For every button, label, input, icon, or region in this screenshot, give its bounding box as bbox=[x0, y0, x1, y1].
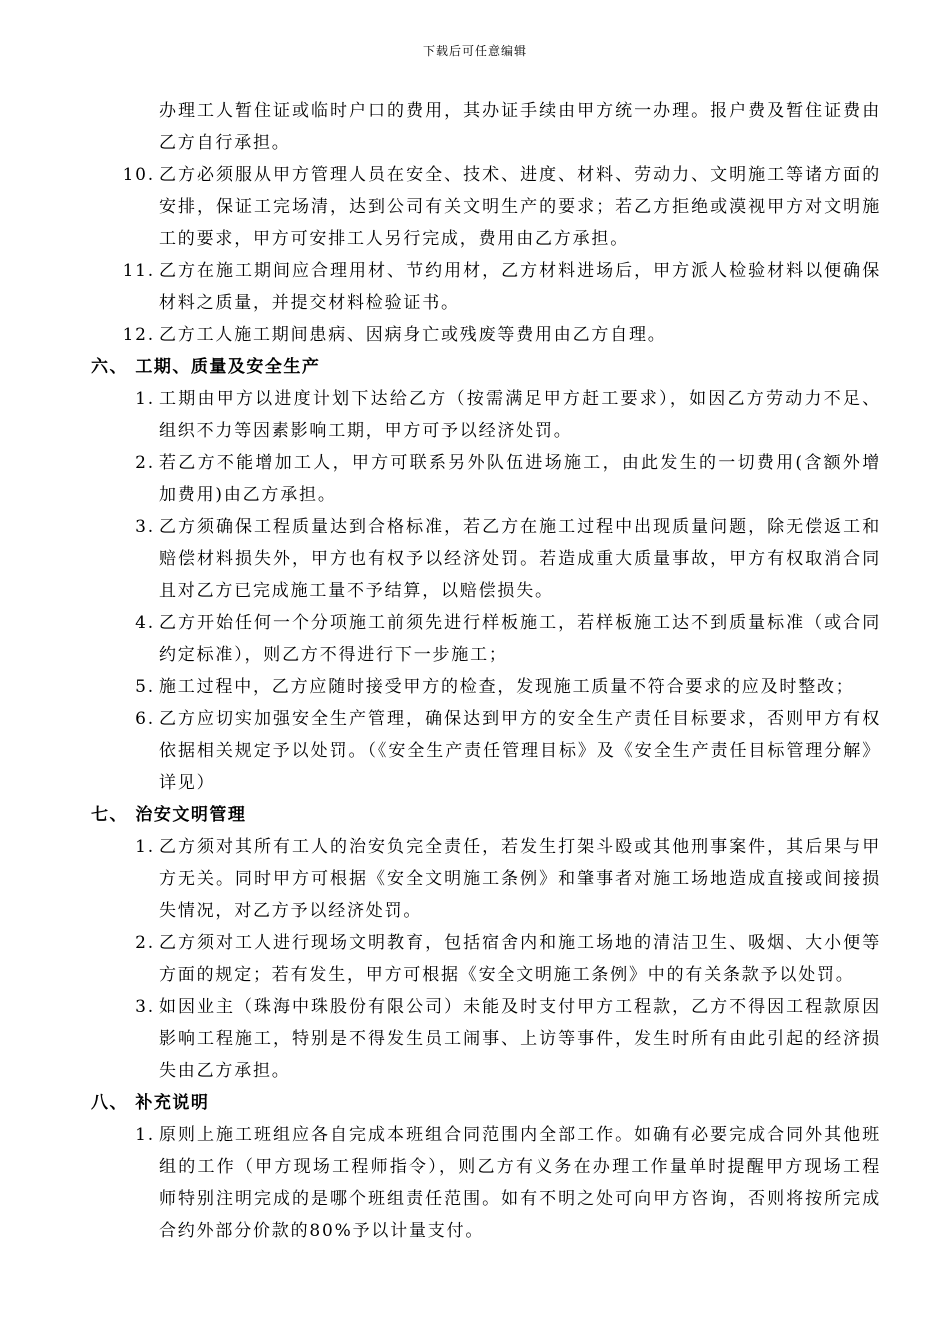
item-text: 施工过程中，乙方应随时接受甲方的检查，发现施工质量不符合要求的应及时整改； bbox=[159, 677, 855, 697]
list-item bbox=[91, 671, 881, 703]
intro-continuation: 办理工人暂住证或临时户口的费用，其办证手续由甲方统一办理。报户费及暂住证费由乙方自行承担。 bbox=[159, 101, 881, 153]
item-number: 1. bbox=[135, 389, 155, 409]
list-item bbox=[91, 927, 881, 991]
list-item bbox=[91, 1119, 881, 1247]
list-item bbox=[91, 383, 881, 447]
list-item bbox=[91, 511, 881, 607]
item-text: 工期由甲方以进度计划下达给乙方（按需满足甲方赶工要求），如因乙方劳动力不足、组织不力等因素影响工期，甲方可予以经济处罚。 bbox=[159, 389, 881, 441]
item-number: 2. bbox=[135, 453, 155, 473]
item-text: 若乙方不能增加工人，甲方可联系另外队伍进场施工，由此发生的一切费用(含额外增加费用)由乙方承担。 bbox=[159, 453, 881, 505]
item-text: 乙方须对工人进行现场文明教育，包括宿舍内和施工场地的清洁卫生、吸烟、大小便等方面的规定；若有发生，甲方可根据《安全文明施工条例》中的有关条款予以处罚。 bbox=[159, 933, 881, 985]
list-item bbox=[91, 255, 881, 319]
section-heading: 六、 工期、质量及安全生产 bbox=[91, 357, 321, 377]
item-text: 乙方必须服从甲方管理人员在安全、技术、进度、材料、劳动力、文明施工等诸方面的安排，保证工完场清，达到公司有关文明生产的要求；若乙方拒绝或漠视甲方对文明施工的要求，甲方可安排工人另行完成，费用由乙方承担。 bbox=[159, 165, 881, 249]
item-number: 1. bbox=[135, 837, 155, 857]
item-number: 12. bbox=[122, 325, 155, 345]
list-item bbox=[91, 607, 881, 671]
item-number: 3. bbox=[135, 997, 155, 1017]
item-number: 1. bbox=[135, 1125, 155, 1145]
item-number: 2. bbox=[135, 933, 155, 953]
list-item bbox=[91, 703, 881, 799]
document-body bbox=[91, 95, 881, 1247]
item-number: 11. bbox=[122, 261, 155, 281]
item-text: 如因业主（珠海中珠股份有限公司）未能及时支付甲方工程款，乙方不得因工程款原因影响工程施工，特别是不得发生员工闹事、上访等事件，发生时所有由此引起的经济损失由乙方承担。 bbox=[159, 997, 881, 1081]
item-number: 4. bbox=[135, 613, 155, 633]
item-number: 3. bbox=[135, 517, 155, 537]
page-header: 下载后可任意编辑 bbox=[422, 44, 527, 58]
item-text: 乙方应切实加强安全生产管理，确保达到甲方的安全生产责任目标要求，否则甲方有权依据相关规定予以处罚。（《安全生产责任管理目标》及《安全生产责任目标管理分解》详见） bbox=[159, 709, 881, 793]
list-item bbox=[91, 831, 881, 927]
list-item bbox=[91, 991, 881, 1087]
item-number: 5. bbox=[135, 677, 155, 697]
item-number: 10. bbox=[122, 165, 155, 185]
list-item bbox=[91, 319, 881, 351]
section-heading: 八、 补充说明 bbox=[91, 1093, 210, 1113]
item-text: 乙方工人施工期间患病、因病身亡或残废等费用由乙方自理。 bbox=[159, 325, 667, 345]
item-text: 乙方须对其所有工人的治安负完全责任，若发生打架斗殴或其他刑事案件，其后果与甲方无关。同时甲方可根据《安全文明施工条例》和肇事者对施工场地造成直接或间接损失情况，对乙方予以经济处罚。 bbox=[159, 837, 881, 921]
item-text: 乙方开始任何一个分项施工前须先进行样板施工，若样板施工达不到质量标准（或合同约定标准），则乙方不得进行下一步施工； bbox=[159, 613, 881, 665]
item-text: 原则上施工班组应各自完成本班组合同范围内全部工作。如确有必要完成合同外其他班组的工作（甲方现场工程师指令），则乙方有义务在办理工作量单时提醒甲方现场工程师特别注明完成的是哪个班组责任范围。如有不明之处可向甲方咨询，否则将按所完成合约外部分价款的80%予以计量支付。 bbox=[159, 1125, 881, 1241]
item-text: 乙方须确保工程质量达到合格标准，若乙方在施工过程中出现质量问题，除无偿返工和赔偿材料损失外，甲方也有权予以经济处罚。若造成重大质量事故，甲方有权取消合同且对乙方已完成施工量不予结算，以赔偿损失。 bbox=[159, 517, 881, 601]
list-item bbox=[91, 159, 881, 255]
item-text: 乙方在施工期间应合理用材、节约用材，乙方材料进场后，甲方派人检验材料以便确保材料之质量，并提交材料检验证书。 bbox=[159, 261, 881, 313]
section-heading: 七、 治安文明管理 bbox=[91, 805, 247, 825]
item-number: 6. bbox=[135, 709, 155, 729]
list-item bbox=[91, 447, 881, 511]
